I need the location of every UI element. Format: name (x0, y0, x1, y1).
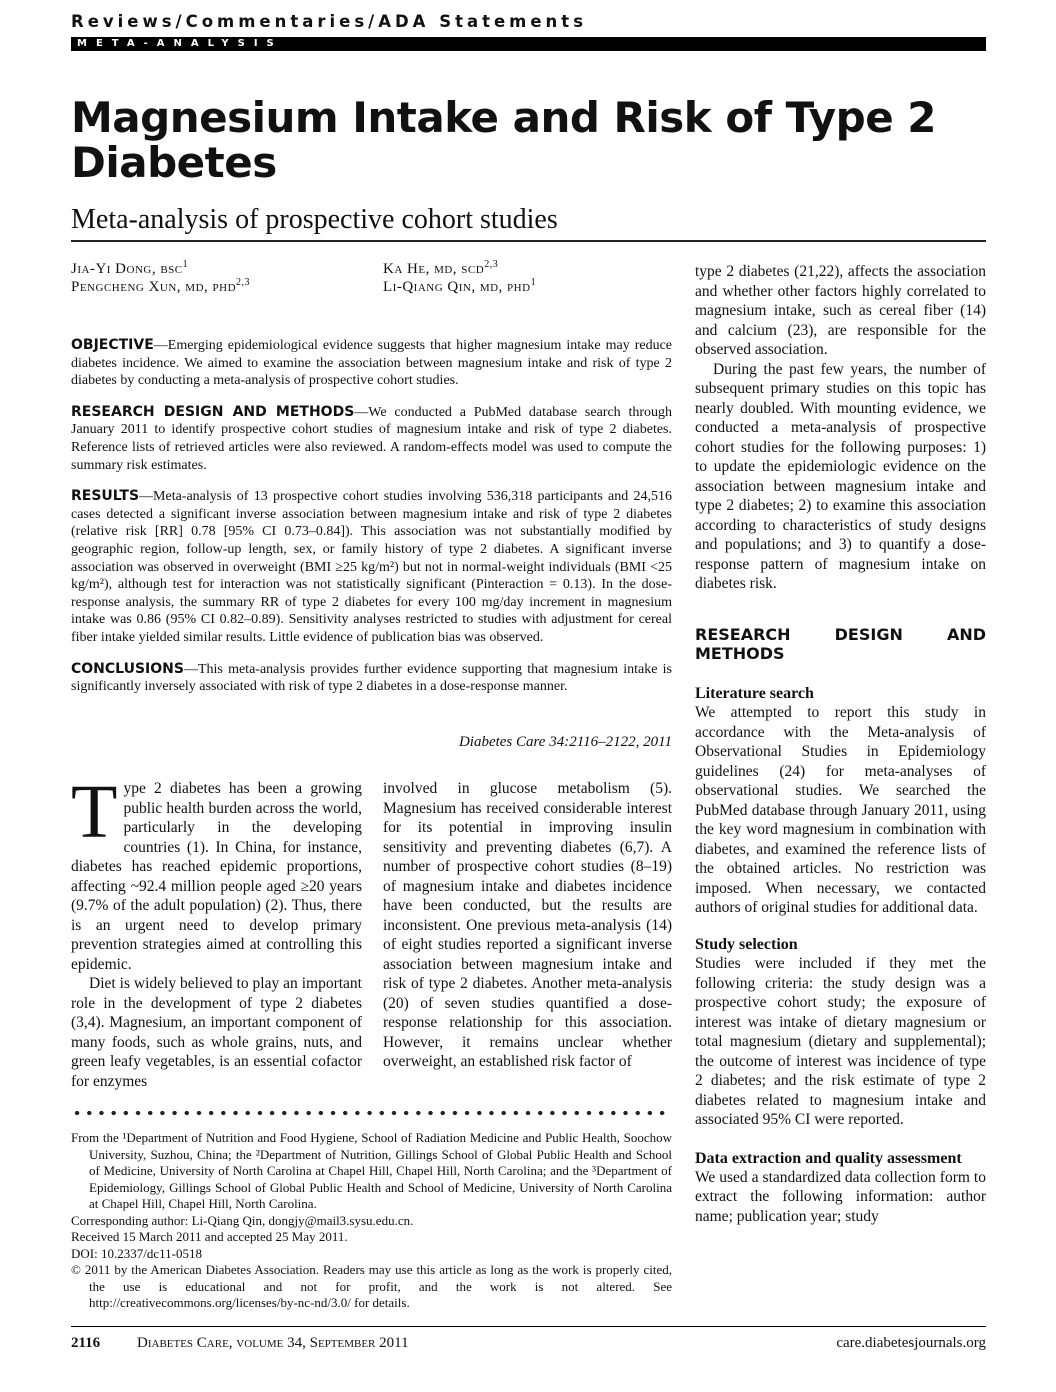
article-title: Magnesium Intake and Risk of Type 2 Diabetes (71, 93, 937, 187)
abstract-results: RESULTS—Meta-analysis of 13 prospective cohort studies involving 536,318 participants and 24,516 cases detected a significant inverse association between magnesium intake and risk of type 2 diabetes (relative risk [RR] 0.78 [95% CI 0.73–0.84]). This association was not substantially modified by geographic region, follow-up length, sex, or family history of type 2 diabetes. A significant inverse association was observed in overweight (BMI ≥25 kg/m²) but not in normal-weight individuals (BMI <25 kg/m²), although test for interaction was not statistically significant (Pinteraction = 0.13). In the dose-response analysis, the summary RR of type 2 diabetes for every 100 mg/day increment in magnesium intake was 0.86 (95% CI 0.82–0.89). Sensitivity analyses restricted to studies with adjustment for cereal fiber intake yielded similar results. Little evidence of publication bias was observed. (71, 488, 672, 645)
abstract-objective: OBJECTIVE—Emerging epidemiological evidence suggests that higher magnesium intake may reduce diabetes incidence. We aimed to examine the association between magnesium intake and risk of type 2 diabetes by conducting a meta-analysis of prospective cohort studies. (71, 337, 672, 389)
doi-note: DOI: 10.2337/dc11-0518 (71, 1245, 202, 1261)
literature-search-heading: Literature search (695, 684, 814, 702)
data-extraction-heading: Data extraction and quality assessment (695, 1149, 962, 1167)
abstract-conclusions: CONCLUSIONS—This meta-analysis provides further evidence supporting that magnesium intake is significantly inversely associated with risk of type 2 diabetes in a dose-response manner. (71, 660, 672, 695)
abstract-methods: RESEARCH DESIGN AND METHODS—We conducted a PubMed database search through January 2011 to identify prospective cohort studies of magnesium intake and risk of type 2 diabetes. Reference lists of retrieved articles were also reviewed. A random-effects model was used to compute the summary risk estimates. (71, 403, 672, 473)
intro-paragraph-5: During the past few years, the number of subsequent primary studies on this topic has nearly doubled. With mounting evidence, we conducted a meta-analysis of prospective cohort studies for the following purposes: 1) to update the epidemiologic evidence on the association between magnesium intake and type 2 diabetes; 2) to examine this association according to characteristics of study designs and populations; and 3) to quantify a dose-response pattern of magnesium intake on diabetes risk. (695, 360, 986, 592)
literature-search-paragraph: We attempted to report this study in accordance with the Meta-analysis of Observational Studies in Epidemiology guidelines (24) for meta-analyses of observational studies. We searched the PubMed database through January 2011, using the key word magnesium in combination with diabetes, and examined the reference lists of the obtained articles. No restriction was imposed. When necessary, we contacted authors of original studies for additional data. (695, 704, 986, 916)
footer-rule (71, 1326, 986, 1327)
body-column-3 (695, 262, 986, 1226)
author-1: Jia-Yi Dong, bsc$^1$ (71, 259, 189, 277)
article-subtitle: Meta-analysis of prospective cohort studies (71, 204, 558, 235)
section-header: Reviews/Commentaries/ADA Statements (71, 12, 588, 31)
journal-info: Diabetes Care, volume 34, September 2011 (137, 1335, 409, 1351)
study-selection-paragraph: Studies were included if they met the following criteria: the study design was a prospective cohort study; the exposure of interest was intake of dietary magnesium or total magnesium (dietary and supplemental); the outcome of interest was incidence of type 2 diabetes; and the risk estimate of type 2 diabetes related to magnesium intake and associated 95% CI were reported. (695, 955, 986, 1128)
data-extraction-paragraph: We used a standardized data collection form to extract the following information: author name; publication year; study (695, 1168, 986, 1225)
drop-cap: T (71, 770, 118, 854)
intro-paragraph-4: type 2 diabetes (21,22), affects the association and whether other factors highly correlated to magnesium intake, such as cereal fiber (14) and calcium (23), are responsible for the observed association. (695, 263, 986, 358)
meta-analysis-banner: META-ANALYSIS (71, 37, 986, 51)
body-column-1 (71, 770, 362, 1091)
intro-paragraph-1: Type 2 diabetes has been a growing public health burden across the world, particularly in the developing countries (1). In China, for instance, diabetes has reached epidemic proportions, affecting ~92.4 million people aged ≥20 years (9.7% of the adult population) (2). Thus, there is an urgent need to develop primary prevention strategies aimed at controlling this epidemic. (71, 770, 362, 973)
corresponding-author-note: Corresponding author: Li-Qiang Qin, dongjy@mail3.sysu.edu.cn. (71, 1212, 414, 1228)
intro-paragraph-2: Diet is widely believed to play an important role in the development of type 2 diabetes (3,4). Magnesium, an important component of many foods, such as whole grains, nuts, and green leafy vegetables, is an essential cofactor for enzymes (71, 975, 362, 1090)
copyright-note: © 2011 by the American Diabetes Association. Readers may use this article as long as the work is properly cited, the use is educational and not for profit, and the work is not altered. See http://creativecommons.org/licenses/by-nc-nd/3.0/ for details. (71, 1262, 672, 1310)
methods-heading: RESEARCH DESIGN AND METHODS (695, 624, 986, 663)
footnote-separator (71, 1110, 671, 1116)
page-number: 2116 (71, 1335, 101, 1351)
journal-url: care.diabetesjournals.org (836, 1335, 986, 1351)
received-note: Received 15 March 2011 and accepted 25 May 2011. (71, 1229, 348, 1244)
intro-paragraph-3: involved in glucose metabolism (5). Magnesium has received considerable interest for its potential in improving insulin sensitivity and preventing diabetes (6,7). A number of prospective cohort studies (8–19) of magnesium intake and diabetes incidence have been conducted, but the results are inconsistent. One previous meta-analysis (14) of eight studies reported a significant inverse association between magnesium intake and risk of type 2 diabetes. Another meta-analysis (20) of seven studies quantified a dose-response relationship for this association. However, it remains unclear whether overweight, an established risk factor of (383, 780, 672, 1070)
study-selection-heading: Study selection (695, 935, 798, 953)
author-2: Pengcheng Xun, md, phd$^{2,3}$ (71, 277, 251, 295)
body-column-2 (383, 779, 672, 1072)
citation: Diabetes Care 34:2116–2122, 2011 (458, 734, 672, 750)
abstract (71, 337, 672, 710)
author-3: Ka He, md, scd$^{2,3}$ (383, 259, 499, 277)
author-4: Li-Qiang Qin, md, phd$^1$ (383, 277, 537, 295)
title-rule (71, 240, 986, 242)
affiliations-note: From the ¹Department of Nutrition and Food Hygiene, School of Radiation Medicine and Public Health, Soochow University, Suzhou, China; the ²Department of Nutrition, Gillings School of Global Public Health and School of Medicine, University of North Carolina at Chapel Hill, Chapel Hill, North Carolina; and the ³Department of Epidemiology, Gillings School of Global Public Health and School of Medicine, University of North Carolina at Chapel Hill, Chapel Hill, North Carolina. (71, 1130, 672, 1211)
footnotes (71, 1130, 672, 1312)
